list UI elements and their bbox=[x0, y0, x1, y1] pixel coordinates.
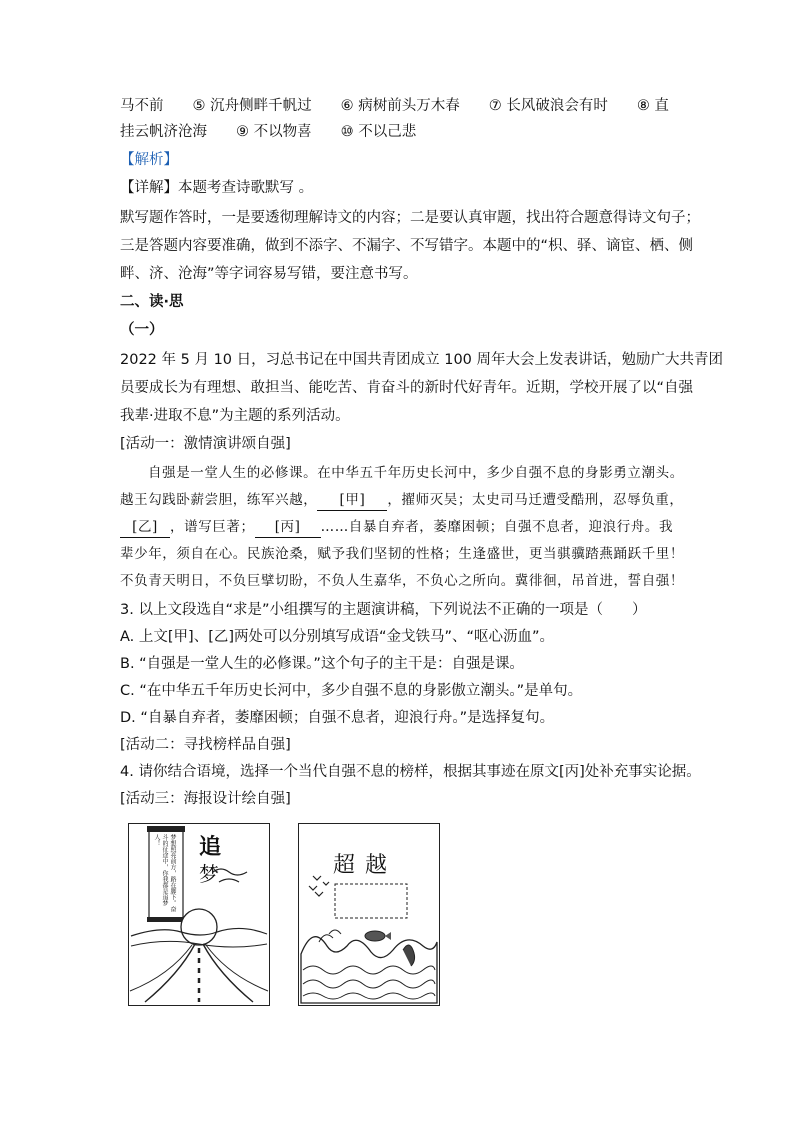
blank-jia: [甲] bbox=[317, 490, 387, 511]
activity-3-title: [活动三：海报设计绘自强] bbox=[120, 791, 291, 807]
speech-text: ，擢师灭吴；太史司马迁遭受酷刑，忍辱负重， bbox=[387, 492, 684, 508]
speech-line-2 bbox=[120, 490, 684, 511]
speech-line-4: 辈少年，须自在心。民族沧桑，赋予我们坚韧的性格；生逢盛世，更当骐骥踏燕踊跃千里！ bbox=[120, 546, 684, 562]
question-3-stem: 3. 以上文段选自“求是”小组撰写的主题演讲稿，下列说法不正确的一项是（ ） bbox=[120, 602, 647, 618]
question-3-option-a: A. 上文[甲]、[乙]两处可以分别填写成语“金戈铁马”、“呕心沥血”。 bbox=[120, 629, 555, 645]
activity-1-title: [活动一：激情演讲颂自强] bbox=[120, 436, 291, 452]
subsection-title: （一） bbox=[120, 322, 164, 338]
speech-text: 越王勾践卧薪尝胆，练军兴越， bbox=[120, 492, 318, 508]
answer-line-2: 挂云帆济沧海 ⑨ 不以物喜 ⑩ 不以己悲 bbox=[120, 124, 417, 140]
poster-title-yue: 越 bbox=[365, 853, 398, 878]
poster-surpass bbox=[298, 823, 440, 1006]
explanation-line-1: 默写题作答时，一是要透彻理解诗文的内容；二是要认真审题，找出符合题意得诗文句子； bbox=[120, 210, 700, 226]
question-3-option-c: C. “在中华五千年历史长河中，多少自强不息的身影傲立潮头。”是单句。 bbox=[120, 683, 583, 699]
poster-title-chao: 超 bbox=[333, 853, 366, 878]
answer-line-1: 马不前 ⑤ 沉舟侧畔千帆过 ⑥ 病树前头万木春 ⑦ 长风破浪会有时 ⑧ 直 bbox=[120, 98, 669, 114]
intro-line-1: 2022 年 5 月 10 日，习总书记在中国共青团成立 100 周年大会上发表讲话，勉励广大共青团 bbox=[120, 352, 724, 368]
poster-title-meng: 梦 bbox=[199, 862, 219, 886]
poster-chasing-dream bbox=[128, 823, 270, 1006]
activity-2-title: [活动二：寻找榜样品自强] bbox=[120, 737, 291, 753]
detail-label: 【详解】本题考查诗歌默写 。 bbox=[120, 180, 314, 196]
speech-line-3 bbox=[120, 517, 680, 538]
speech-text: ……自暴自弃者，萎靡困顿；自强不息者，迎浪行舟。我 bbox=[320, 519, 674, 535]
explanation-line-2: 三是答题内容要准确，做到不添字、不漏字、不写错字。本题中的“枳、驿、谪宦、栖、侧 bbox=[120, 238, 694, 254]
blank-bing: [丙] bbox=[255, 517, 321, 538]
speech-text: ，谱写巨著； bbox=[170, 519, 255, 535]
speech-line-1: 自强是一堂人生的必修课。在中华五千年历史长河中，多少自强不息的身影勇立潮头。 bbox=[148, 465, 684, 481]
poster-scroll-text: 梦想照亮前方，路在脚下。奋斗的征途中，你我都是追梦人！ bbox=[153, 834, 176, 912]
question-4: 4. 请你结合语境，选择一个当代自强不息的榜样，根据其事迹在原文[丙]处补充事实论据。 bbox=[120, 764, 701, 780]
poster-title-zhui: 追 bbox=[199, 834, 222, 860]
question-3-option-b: B. “自强是一堂人生的必修课。”这个句子的主干是：自强是课。 bbox=[120, 656, 524, 672]
intro-line-2: 员要成长为有理想、敢担当、能吃苦、肯奋斗的新时代好青年。近期，学校开展了以“自强 bbox=[120, 380, 694, 396]
speech-line-5: 不负青天明日，不负巨擘切盼，不负人生嘉华，不负心之所向。冀徘徊，吊首进，誓自强！ bbox=[120, 573, 684, 589]
poster-title-chaoyue bbox=[333, 848, 397, 879]
intro-line-3: 我辈·进取不息”为主题的系列活动。 bbox=[120, 408, 350, 424]
question-3-option-d: D. “自暴自弃者，萎靡困顿；自强不息者，迎浪行舟。”是选择复句。 bbox=[120, 710, 555, 726]
analysis-label: 【解析】 bbox=[120, 152, 178, 168]
blank-yi: [乙] bbox=[120, 517, 170, 538]
explanation-line-3: 畔、济、沧海”等字词容易写错，要注意书写。 bbox=[120, 266, 418, 282]
section-title: 二、读·思 bbox=[120, 294, 184, 310]
